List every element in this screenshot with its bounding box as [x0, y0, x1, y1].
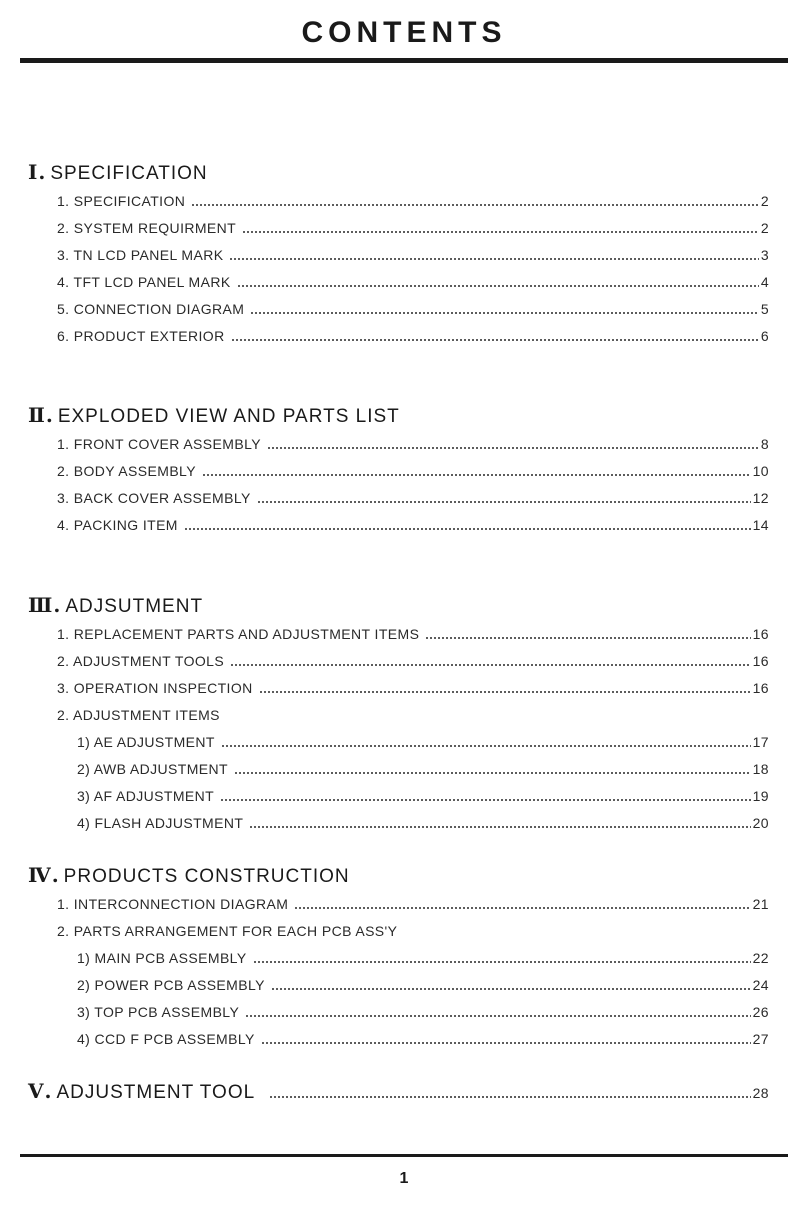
toc-entry-label: 1. REPLACEMENT PARTS AND ADJUSTMENT ITEMS: [57, 626, 420, 642]
toc-entry[interactable]: [57, 487, 769, 507]
section-numeral: Ⅳ.: [28, 863, 60, 887]
dot-leader: [261, 1042, 751, 1044]
dot-leader: [202, 474, 751, 476]
section-title-group: [28, 1079, 269, 1103]
dot-leader: [184, 528, 751, 530]
dot-leader: [230, 664, 751, 666]
toc-entry-label: 1. SPECIFICATION: [57, 193, 186, 209]
dot-leader: [250, 312, 759, 314]
toc-entry-label: 6. PRODUCT EXTERIOR: [57, 328, 225, 344]
toc-entry[interactable]: [57, 677, 769, 697]
page-number: 1: [399, 1170, 409, 1187]
dot-leader: [231, 339, 759, 341]
dot-leader: [249, 826, 750, 828]
toc-subentry[interactable]: [77, 947, 769, 967]
dot-leader: [221, 745, 751, 747]
toc-entry-label: 2. ADJUSTMENT ITEMS: [57, 707, 220, 723]
section-heading-1: [28, 160, 208, 185]
toc-entry[interactable]: [57, 271, 769, 291]
dot-leader: [269, 1096, 750, 1098]
dot-leader: [229, 258, 758, 260]
toc-entry-label: 1) AE ADJUSTMENT: [77, 734, 215, 750]
toc-entry-page: 12: [752, 490, 769, 506]
toc-entry[interactable]: [57, 650, 769, 670]
toc-entry-label: 2. BODY ASSEMBLY: [57, 463, 196, 479]
toc-entry-label: 2) POWER PCB ASSEMBLY: [77, 977, 265, 993]
section-heading-4: [28, 863, 350, 888]
toc-subentry[interactable]: [77, 731, 769, 751]
toc-entry[interactable]: [57, 623, 769, 643]
toc-entry-page: 4: [760, 274, 769, 290]
toc-entry-page: 16: [752, 653, 769, 669]
toc-entry-label: 2. PARTS ARRANGEMENT FOR EACH PCB ASS'Y: [57, 923, 398, 939]
toc-entry-page: 28: [752, 1085, 769, 1101]
toc-entry-page: 8: [760, 436, 769, 452]
toc-entry-page: 14: [752, 517, 769, 533]
toc-entry-page: 16: [752, 680, 769, 696]
bottom-rule: [20, 1154, 788, 1157]
toc-entry-page: 26: [752, 1004, 769, 1020]
toc-entry-page: 18: [752, 761, 769, 777]
toc-subentry[interactable]: [77, 1001, 769, 1021]
section-title: ADJUSTMENT TOOL: [56, 1082, 256, 1103]
toc-entry-page: 16: [752, 626, 769, 642]
section-numeral: Ⅴ.: [28, 1079, 53, 1103]
dot-leader: [425, 637, 750, 639]
toc-entry-label: 4) CCD F PCB ASSEMBLY: [77, 1031, 255, 1047]
section-numeral: Ⅲ.: [28, 593, 62, 617]
dot-leader: [271, 988, 751, 990]
toc-subentry[interactable]: [77, 1028, 769, 1048]
toc-entry-page: 21: [752, 896, 769, 912]
toc-entry-page: 10: [752, 463, 769, 479]
section-title: SPECIFICATION: [50, 163, 208, 184]
section-numeral: Ⅰ.: [28, 160, 47, 184]
toc-entry-label: 4. PACKING ITEM: [57, 517, 178, 533]
dot-leader: [259, 691, 751, 693]
section-title: EXPLODED VIEW AND PARTS LIST: [57, 406, 400, 427]
dot-leader: [237, 285, 759, 287]
toc-entry-label: 2. ADJUSTMENT TOOLS: [57, 653, 225, 669]
top-rule: [20, 58, 788, 63]
toc-entry[interactable]: [57, 244, 769, 264]
toc-entry-page: 20: [752, 815, 769, 831]
toc-entry[interactable]: [57, 433, 769, 453]
dot-leader: [245, 1015, 750, 1017]
toc-entry-page: 2: [760, 193, 769, 209]
toc-subentry[interactable]: [77, 974, 769, 994]
toc-entry-label: 3. OPERATION INSPECTION: [57, 680, 253, 696]
dot-leader: [242, 231, 759, 233]
toc-entry[interactable]: [57, 460, 769, 480]
toc-entry-page: 22: [752, 950, 769, 966]
toc-entry-label: 3. BACK COVER ASSEMBLY: [57, 490, 251, 506]
section-title: ADJSUTMENT: [65, 596, 204, 617]
toc-entry[interactable]: [57, 298, 769, 318]
section-heading-2: [28, 403, 400, 428]
toc-entry-page: 5: [760, 301, 769, 317]
toc-entry[interactable]: [57, 190, 769, 210]
toc-entry-page: 3: [760, 247, 769, 263]
section-numeral: Ⅱ.: [28, 403, 54, 427]
dot-leader: [234, 772, 751, 774]
section-title: PRODUCTS CONSTRUCTION: [63, 866, 350, 887]
toc-entry-page: 27: [752, 1031, 769, 1047]
dot-leader: [267, 447, 759, 449]
dot-leader: [257, 501, 751, 503]
toc-entry-label: 3. TN LCD PANEL MARK: [57, 247, 224, 263]
dot-leader: [191, 204, 759, 206]
toc-entry-page: 17: [752, 734, 769, 750]
dot-leader: [294, 907, 750, 909]
toc-entry-label: 2) AWB ADJUSTMENT: [77, 761, 228, 777]
toc-entry-page: 6: [760, 328, 769, 344]
toc-entry-label: 1. INTERCONNECTION DIAGRAM: [57, 896, 289, 912]
toc-entry-page: 19: [752, 788, 769, 804]
toc-entry-label: 1. FRONT COVER ASSEMBLY: [57, 436, 261, 452]
toc-entry-page: 24: [752, 977, 769, 993]
toc-entry[interactable]: [57, 514, 769, 534]
toc-subentry[interactable]: [77, 812, 769, 832]
dot-leader: [220, 799, 751, 801]
toc-entry-label: 3) TOP PCB ASSEMBLY: [77, 1004, 240, 1020]
toc-entry-label: 4. TFT LCD PANEL MARK: [57, 274, 231, 290]
toc-entry-label: 4) FLASH ADJUSTMENT: [77, 815, 244, 831]
toc-entry[interactable]: [57, 325, 769, 345]
toc-subentry[interactable]: [77, 785, 769, 805]
toc-entry-group[interactable]: [57, 704, 769, 724]
toc-entry-page: 2: [760, 220, 769, 236]
toc-entry-label: 1) MAIN PCB ASSEMBLY: [77, 950, 247, 966]
toc-entry-label: 5. CONNECTION DIAGRAM: [57, 301, 245, 317]
toc-subentry[interactable]: [77, 758, 769, 778]
toc-entry-label: 2. SYSTEM REQUIRMENT: [57, 220, 237, 236]
toc-entry-group[interactable]: [57, 920, 769, 940]
page-title: CONTENTS: [301, 16, 507, 49]
dot-leader: [253, 961, 751, 963]
toc-entry[interactable]: [57, 893, 769, 913]
section-heading-5[interactable]: [28, 1080, 769, 1102]
section-heading-3: [28, 593, 203, 618]
toc-entry-label: 3) AF ADJUSTMENT: [77, 788, 215, 804]
toc-entry[interactable]: [57, 217, 769, 237]
